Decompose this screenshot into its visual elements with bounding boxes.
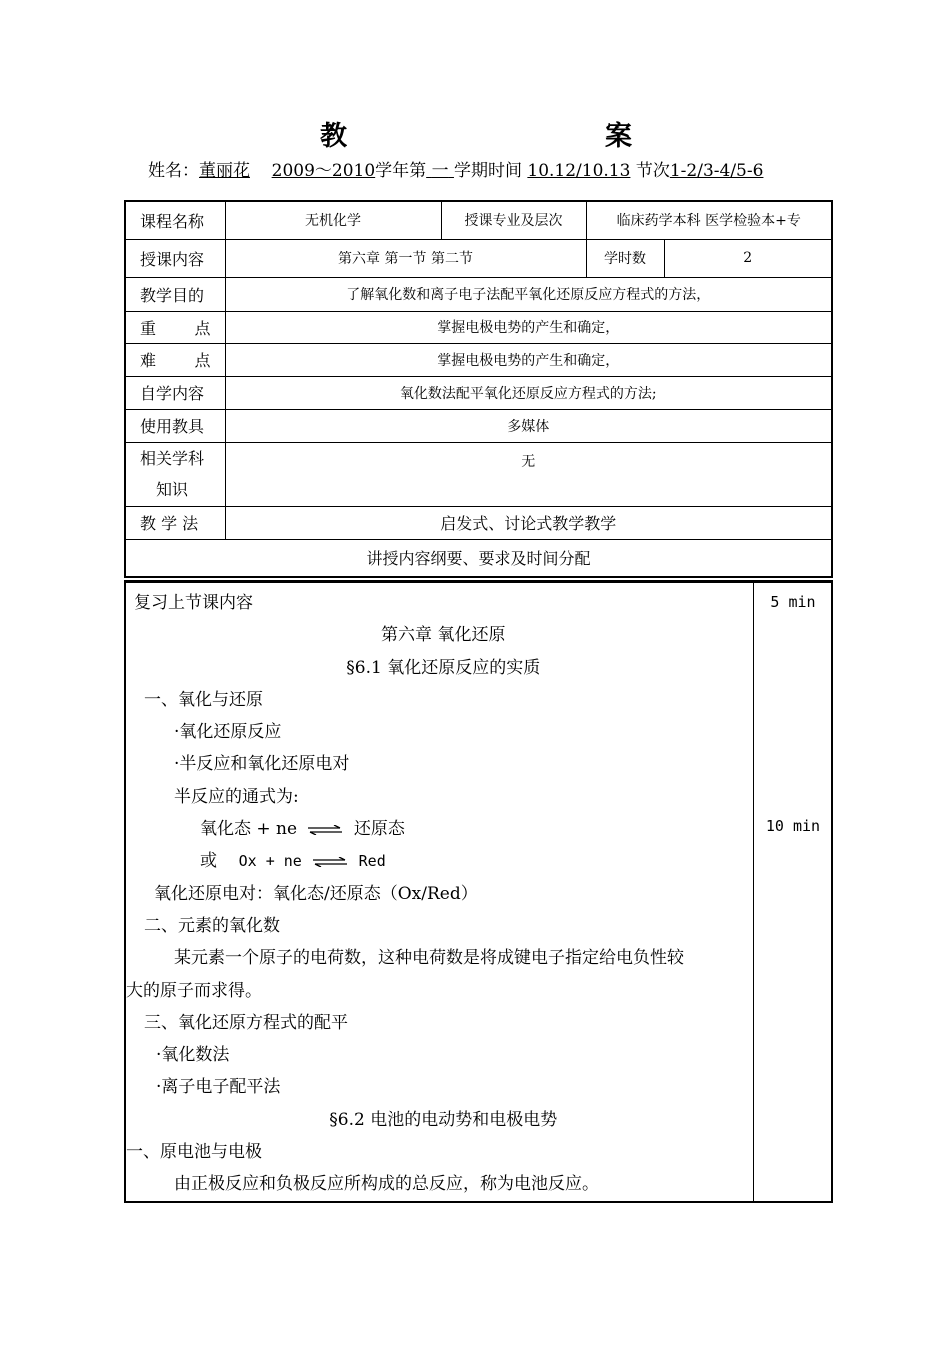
academic-year: 2009～2010	[271, 161, 376, 181]
tools-value: 多媒体	[225, 409, 832, 442]
session: 1-2/3-4/5-6	[669, 161, 764, 181]
time-section: 10 min	[765, 817, 821, 835]
date: 10.12/10.13	[527, 161, 631, 181]
hard-row	[125, 343, 832, 376]
bullet-oxidation-number-method: ·氧化数法	[156, 1045, 230, 1066]
info-table	[124, 200, 833, 578]
ox-red-equation: 或 Ox + ne Red	[200, 851, 386, 872]
header-meta	[148, 156, 763, 181]
content-row	[125, 239, 832, 277]
lecture-table	[124, 580, 833, 1203]
time-review: 5 min	[770, 593, 816, 611]
major-label: 授课专业及层次	[441, 201, 586, 239]
hard-value: 掌握电极电势的产生和确定，	[225, 343, 832, 376]
content-value: 第六章 第一节 第二节	[225, 239, 586, 277]
major-value: 临床药学本科 医学检验本+专	[586, 201, 832, 239]
oxidation-number-definition: 某元素一个原子的电荷数，这种电荷数是将成键电子指定给电负性较	[174, 948, 684, 969]
redox-couple-line: 氧化还原电对：氧化态/还原态（Ox/Red）	[154, 883, 478, 904]
review-line: 复习上节课内容	[134, 593, 253, 613]
self-value: 氧化数法配平氧化还原反应方程式的方法;	[225, 376, 832, 409]
bullet-ion-electron-method: ·离子电子配平法	[156, 1077, 281, 1098]
outline-header-row	[125, 539, 832, 577]
cell-reaction-definition: 由正极反应和负极反应所构成的总反应，称为电池反应。	[174, 1174, 599, 1195]
section-6-1-title: §6.1 氧化还原反应的实质	[346, 657, 541, 678]
subheading-galvanic-cell: 一、原电池与电极	[126, 1142, 262, 1163]
related-label: 相关学科 知识	[125, 442, 225, 506]
hours-value: 2	[664, 239, 832, 277]
time-allocation-cell	[753, 582, 832, 1202]
goal-value: 了解氧化数和离子电子法配平氧化还原反应方程式的方法，	[225, 277, 832, 311]
oxidation-number-definition-cont: 大的原子而求得。	[126, 980, 262, 1001]
half-reaction-equation: 氧化态 + ne 还原态	[200, 819, 405, 840]
half-reaction-formula-label: 半反应的通式为:	[174, 786, 299, 807]
related-row	[125, 442, 832, 506]
session-label: 节次	[635, 161, 670, 181]
subheading-3: 三、氧化还原方程式的配平	[144, 1012, 348, 1033]
lecture-content-cell	[125, 582, 753, 1202]
related-value: 无	[225, 442, 832, 506]
goal-label: 教学目的	[125, 277, 225, 311]
page-title: 教 案	[320, 121, 700, 152]
teacher-name: 董丽花	[199, 161, 250, 181]
hours-label: 学时数	[586, 239, 664, 277]
bullet-redox: ·氧化还原反应	[174, 722, 282, 743]
course-row	[125, 201, 832, 239]
key-label: 重 点	[140, 318, 211, 338]
method-label: 教 学 法	[125, 506, 225, 539]
term-suffix: 学期时间	[453, 161, 522, 181]
course-label: 课程名称	[125, 201, 225, 239]
goal-row	[125, 277, 832, 311]
tools-row	[125, 409, 832, 442]
method-value: 启发式、讨论式教学教学	[225, 506, 832, 539]
bullet-half-reaction: ·半反应和氧化还原电对	[174, 754, 350, 775]
method-row	[125, 506, 832, 539]
name-label: 姓名：	[148, 161, 199, 181]
self-row	[125, 376, 832, 409]
subheading-1: 一、氧化与还原	[144, 689, 263, 710]
self-label: 自学内容	[125, 376, 225, 409]
key-row	[125, 311, 832, 343]
subheading-2: 二、元素的氧化数	[144, 915, 280, 936]
equilibrium-arrow-icon	[308, 825, 342, 835]
chapter-title: 第六章 氧化还原	[381, 625, 506, 646]
outline-header: 讲授内容纲要、要求及时间分配	[125, 539, 832, 577]
year-suffix: 学年第	[375, 161, 427, 181]
section-6-2-title: §6.2 电池的电动势和电极电势	[329, 1109, 558, 1130]
equilibrium-arrow-icon	[313, 857, 347, 867]
term: 一	[431, 161, 449, 181]
tools-label: 使用教具	[125, 409, 225, 442]
course-value: 无机化学	[225, 201, 441, 239]
content-label: 授课内容	[125, 239, 225, 277]
key-value: 掌握电极电势的产生和确定，	[225, 311, 832, 343]
hard-label: 难 点	[140, 351, 211, 370]
